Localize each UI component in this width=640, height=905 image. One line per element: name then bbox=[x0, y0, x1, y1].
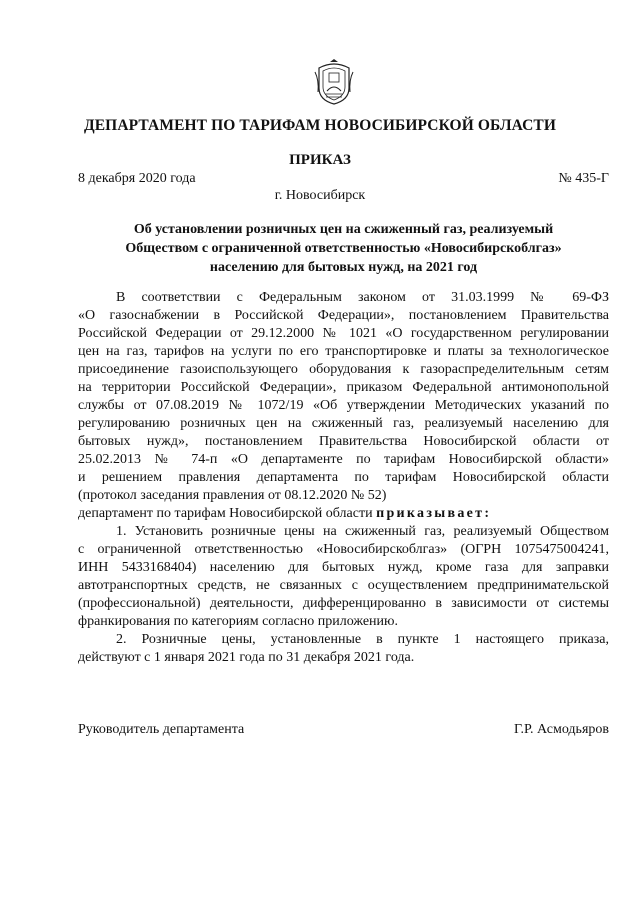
order-date: 8 декабря 2020 года bbox=[78, 171, 196, 186]
item-2-line: действуют с 1 января 2021 года по 31 декабря 2021 года. bbox=[78, 650, 415, 665]
item-2-line: 2. Розничные цены, установленные в пункте 1 настоящего приказа, bbox=[116, 632, 609, 647]
coat-of-arms-icon bbox=[313, 58, 355, 106]
body-line: (протокол заседания правления от 08.12.2020 № 52) bbox=[78, 488, 387, 503]
body-line: Российской Федерации от 29.12.2000 № 1021 «О государственном регулировании bbox=[78, 326, 609, 341]
body-line: «О газоснабжении в Российской Федерации», постановлением Правительства bbox=[78, 308, 609, 323]
department-name: ДЕПАРТАМЕНТ ПО ТАРИФАМ НОВОСИБИРСКОЙ ОБЛАСТИ bbox=[83, 117, 557, 134]
item-1-line: автотранспортных средств, не связанных с осуществлением предпринимательской bbox=[78, 578, 609, 593]
order-subject bbox=[78, 220, 609, 277]
subject-line: Об установлении розничных цен на сжиженный газ, реализуемый bbox=[133, 222, 554, 237]
body-line: регулированию розничных цен на сжиженный газ, реализуемый населению для bbox=[78, 416, 609, 431]
body-line: цен на газ, тарифов на услуги по его транспортировке и платы за технологическое bbox=[78, 344, 609, 359]
order-city: г. Новосибирск bbox=[274, 188, 366, 203]
signatory-role: Руководитель департамента bbox=[78, 722, 245, 737]
item-1-line: (профессиональной) деятельности, дифференцированно в зависимости от системы bbox=[78, 596, 609, 611]
body-line: на территории Российской Федерации», приказом Федеральной антимонопольной bbox=[78, 380, 609, 395]
subject-line: населению для бытовых нужд, на 2021 год bbox=[209, 260, 478, 275]
decree-line bbox=[78, 505, 609, 523]
body-line: В соответствии с Федеральным законом от 31.03.1999 № 69-ФЗ bbox=[116, 290, 609, 305]
body-line: службы от 07.08.2019 № 1072/19 «Об утверждении Методических указаний по bbox=[78, 398, 609, 413]
body-line: присоединение газоиспользующего оборудования к газораспределительным сетям bbox=[78, 362, 609, 377]
subject-line: Обществом с ограниченной ответственностью «Новосибирскоблгаз» bbox=[125, 241, 562, 256]
item-1-line: франкирования по категориям согласно приложению. bbox=[78, 614, 399, 629]
signatory-name: Г.Р. Асмодьяров bbox=[513, 722, 609, 737]
body-line: 25.02.2013 № 74-п «О департаменте по тарифам Новосибирской области» bbox=[78, 452, 609, 467]
item-1-line: ИНН 5433168404) населению для бытовых нужд, кроме газа для заправки bbox=[78, 560, 609, 575]
item-1-line: 1. Установить розничные цены на сжиженный газ, реализуемый Обществом bbox=[116, 524, 609, 539]
order-number: № 435-Г bbox=[558, 171, 609, 186]
decree-prefix: департамент по тарифам Новосибирской области bbox=[78, 506, 373, 521]
decree-word: приказывает: bbox=[376, 506, 492, 521]
order-body bbox=[78, 289, 609, 667]
item-1-line: с ограниченной ответственностью «Новосибирскоблгаз» (ОГРН 1075475004241, bbox=[78, 542, 609, 557]
body-line: бытовых нужд», постановлением Правительства Новосибирской области от bbox=[78, 434, 609, 449]
document-type: ПРИКАЗ bbox=[289, 152, 351, 168]
body-line: и решением правления департамента по тарифам Новосибирской области bbox=[78, 470, 609, 485]
